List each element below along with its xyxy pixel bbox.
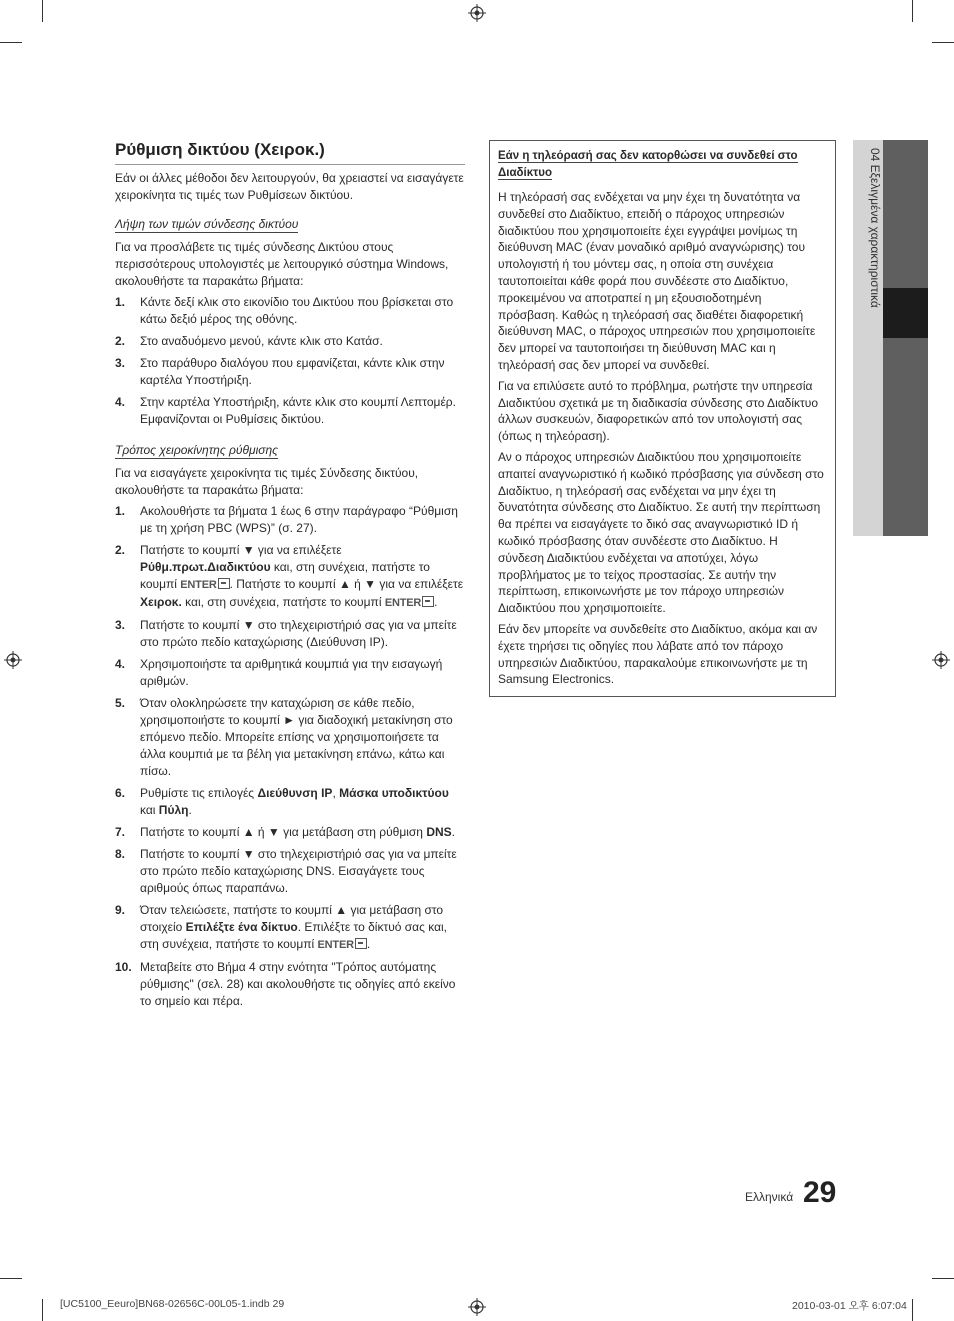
crop-mark xyxy=(42,0,43,22)
crop-mark xyxy=(0,42,22,43)
footer-language: Ελληνικά xyxy=(745,1190,794,1204)
enter-icon xyxy=(355,938,367,949)
list-item: 4. Στην καρτέλα Υποστήριξη, κάντε κλικ στο κουμπί Λεπτομέρ. Εμφανίζονται οι Ρυθμίσεις δικτύου. xyxy=(115,395,456,426)
list-item: 8. Πατήστε το κουμπί ▼ στο τηλεχειριστήριό σας για να μπείτε στο πρώτο πεδίο καταχώρισης DNS. Εισαγάγετε τους αριθμούς όπως παραπάνω. xyxy=(115,847,457,895)
list-item: 1. Ακολουθήστε τα βήματα 1 έως 6 στην παράγραφο “Ρύθμιση με τη χρήση PBC (WPS)” (σ. 27). xyxy=(115,504,458,535)
list-item: 2. Στο αναδυόμενο μενού, κάντε κλικ στο Κατάσ. xyxy=(115,334,383,348)
list-item: 6. Ρυθμίστε τις επιλογές Διεύθυνση IP, Μάσκα υποδικτύου και Πύλη. xyxy=(115,786,449,817)
enter-icon xyxy=(218,578,230,589)
crop-mark xyxy=(912,1299,913,1321)
crop-mark xyxy=(932,42,954,43)
imprint-date: 2010-03-01 오후 6:07:04 xyxy=(792,1300,907,1312)
manual-text: Για να εισαγάγετε χειροκίνητα τις τιμές Σύνδεσης δικτύου, ακολουθήστε τα παρακάτω βήματα: xyxy=(115,466,419,497)
imprint-file: [UC5100_Eeuro]BN68-02656C-00L05-1.indb 29 xyxy=(60,1298,285,1310)
list-item: 5. Όταν ολοκληρώσετε την καταχώριση σε κάθε πεδίο, χρησιμοποιήστε το κουμπί ► για διαδοχική μετακίνηση στο επόμενο πεδίο. Μπορείτε επίσης να χρησιμοποιήσετε τα άλλα κουμπιά με τα βέλη για μετακίνηση επάνω, κάτω και πίσω. xyxy=(115,696,453,778)
manual-setup-section xyxy=(115,442,467,1010)
enter-key-label: ENTER xyxy=(384,597,422,609)
registration-mark-icon xyxy=(468,4,486,22)
crop-mark xyxy=(42,1299,43,1321)
intro-text: Εάν οι άλλες μέθοδοι δεν λειτουργούν, θα χρειαστεί να εισαγάγετε χειροκίνητα τις τιμές των Ρυθμίσεων δικτύου. xyxy=(115,171,464,202)
enter-key-label: ENTER xyxy=(317,939,354,951)
registration-mark-icon xyxy=(932,651,950,669)
list-item: 4. Χρησιμοποιήστε τα αριθμητικά κουμπιά για την εισαγωγή αριθμών. xyxy=(115,657,443,688)
crop-mark xyxy=(912,0,913,22)
enter-icon xyxy=(422,596,434,607)
obtain-heading: Λήψη των τιμών σύνδεσης δικτύου xyxy=(115,217,299,231)
box-paragraph: Η τηλεόρασή σας ενδέχεται να μην έχει τη δυνατότητα να συνδεθεί στο Διαδίκτυο, επειδή ο πάροχος υπηρεσιών διαδικτύου που χρησιμοποιείτε έχει εγγράψει μονίμως τη διεύθυνση MAC (έναν μοναδικό αριθμό αναγνώρισης) του υπολογιστή ή του μόντεμ σας, η οποία στη συνέχεια ταυτοποιείται κάθε φορά που συνδέεστε στο Διαδίκτυο, προκειμένου να αποτραπεί η μη εξουσιοδοτημένη πρόσβαση. Καθώς η τηλεόρασή σας διαθέτει διαφορετική διεύθυνση MAC, ο πάροχος υπηρεσιών που χρησιμοποιείτε δεν μπορεί να ταυτοποιήσει τη διεύθυνση MAC και η τηλεόρασή σας δεν μπορεί να συνδεθεί. xyxy=(498,190,816,372)
registration-mark-icon xyxy=(468,1298,486,1316)
list-item: 9. Όταν τελειώσετε, πατήστε το κουμπί ▲ για μετάβαση στο στοιχείο Επιλέξτε ένα δίκτυο. Επιλέξτε το δίκτυό σας και, στη συνέχεια, πατήστε το κουμπί ENTER . xyxy=(115,903,448,951)
box-paragraph: Εάν δεν μπορείτε να συνδεθείτε στο Διαδίκτυο, ακόμα και αν έχετε τηρήσει τις οδηγίες που λάβατε από τον πάροχο υπηρεσιών Διαδικτύου, παρακαλούμε επικοινωνήστε με τη Samsung Electronics. xyxy=(498,621,818,687)
side-tab-dark xyxy=(883,140,928,536)
box-paragraph: Για να επιλύσετε αυτό το πρόβλημα, ρωτήστε την υπηρεσία Διαδικτύου σχετικά με τη διαδικασία σύνδεσης στο Διαδίκτυο άλλων συσκευών, διαφορετικών από τον υπολογιστή σας (όπως η τηλεόραση). xyxy=(498,378,818,444)
left-column xyxy=(115,170,467,1018)
box-paragraph: Αν ο πάροχος υπηρεσιών Διαδικτύου που χρησιμοποιείτε απαιτεί αναγνωριστικό ή κωδικό πρόσβασης για σύνδεση στο Διαδίκτυο, η τηλεόρασή σας ενδέχεται να μην έχει τη δυνατότητα σύνδεσης στο Διαδίκτυο. Σε αυτή την περίπτωση θα πρέπει να εισαγάγετε το δικό σας αναγνωριστικό ID ή κωδικό πρόσβασης όταν συνδέεστε στο Διαδίκτυο. Η σύνδεση Διαδικτύου ενδέχεται να αποτύχει, λόγω προβλήματος με το τείχος προστασίας. Σε αυτήν την περίπτωση, επικοινωνήστε με τον πάροχο υπηρεσιών Διαδικτύου που χρησιμοποιείτε. xyxy=(498,449,824,616)
registration-mark-icon xyxy=(4,651,22,669)
obtain-text: Για να προσλάβετε τις τιμές σύνδεσης Δικτύου στους περισσότερους υπολογιστές με λειτουργικό σύστημα Windows, ακολουθήστε τα παρακάτω βήματα: xyxy=(115,240,449,288)
manual-steps xyxy=(115,503,467,1010)
box-heading: Εάν η τηλεόρασή σας δεν κατορθώσει να συνδεθεί στο Διαδίκτυο xyxy=(498,150,798,179)
obtain-values-section xyxy=(115,216,467,428)
section-title: Ρύθμιση δικτύου (Χειροκ.) xyxy=(115,140,465,165)
list-item: 10. Μεταβείτε στο Βήμα 4 στην ενότητα "Τρόπος αυτόματης ρύθμισης" (σελ. 28) και ακολουθήστε τις οδηγίες από εκείνο το σημείο και πέρα. xyxy=(115,960,456,1008)
list-item: 3. Στο παράθυρο διαλόγου που εμφανίζεται, κάντε κλικ στην καρτέλα Υποστήριξη. xyxy=(115,356,445,387)
list-item: 2. Πατήστε το κουμπί ▼ για να επιλέξετε Ρύθμ.πρωτ.Διαδικτύου και, στη συνέχεια, πατήστε το κουμπί ENTER . Πατήστε το κουμπί ▲ ή ▼ για να επιλέξετε Χειροκ. και, στη συνέχεια, πατήστε το κουμπί ENTER . xyxy=(115,543,464,609)
page-number: 29 xyxy=(803,1176,837,1209)
side-tab-indicator xyxy=(883,288,928,338)
manual-heading: Τρόπος χειροκίνητης ρύθμισης xyxy=(115,443,278,457)
crop-mark xyxy=(0,1278,22,1279)
list-item: 7. Πατήστε το κουμπί ▲ ή ▼ για μετάβαση στη ρύθμιση DNS. xyxy=(115,825,455,839)
crop-mark xyxy=(932,1278,954,1279)
list-item: 1. Κάντε δεξί κλικ στο εικονίδιο του Δικτύου που βρίσκεται στο κάτω δεξιό μέρος της οθόνης. xyxy=(115,295,454,326)
chapter-label: 04 Εξελιγμένα χαρακτηριστικά xyxy=(868,148,882,308)
list-item: 3. Πατήστε το κουμπί ▼ στο τηλεχειριστήριό σας για να μπείτε στο πρώτο πεδίο καταχώρισης (Διεύθυνση IP). xyxy=(115,618,457,649)
obtain-steps xyxy=(115,294,467,428)
enter-key-label: ENTER xyxy=(180,579,217,591)
troubleshooting-box xyxy=(489,140,836,697)
